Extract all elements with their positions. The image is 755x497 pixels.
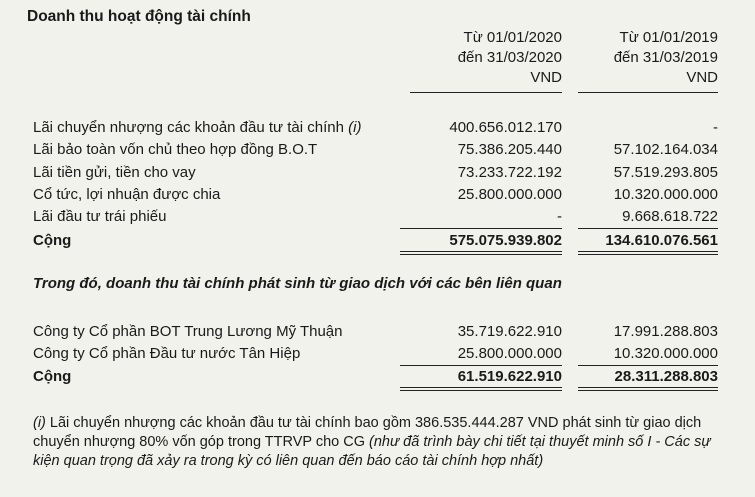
footnote-marker: (i) bbox=[33, 415, 46, 431]
table-cell-2019: 9.668.618.722 bbox=[622, 208, 718, 225]
total-label: Cộng bbox=[33, 368, 72, 385]
total-double-rule-2019 bbox=[578, 387, 718, 391]
total-2019: 134.610.076.561 bbox=[605, 232, 718, 249]
footnote bbox=[33, 414, 728, 471]
total-double-rule-2020 bbox=[400, 251, 562, 255]
table-row-label bbox=[33, 119, 361, 136]
table-cell-2019: 57.519.293.805 bbox=[613, 164, 718, 181]
table-cell-2019: 10.320.000.000 bbox=[613, 186, 718, 203]
total-double-rule-2019 bbox=[578, 251, 718, 255]
footnote-ref: (i) bbox=[348, 119, 362, 136]
footnote-text: Lãi chuyển nhượng các khoản đầu tư tài chính bao gồm 386.535.444.287 VND phát sinh từ giao dịch chuyển nhượng 80% vốn góp trong TTRVP cho CG bbox=[33, 415, 702, 450]
table-row-label: Lãi bảo toàn vốn chủ theo hợp đồng B.O.T bbox=[33, 141, 318, 158]
column-header-2020 bbox=[458, 28, 562, 88]
table-cell-2020: 73.233.722.192 bbox=[457, 164, 562, 181]
total-2020: 61.519.622.910 bbox=[457, 368, 562, 385]
header-rule-2020 bbox=[410, 92, 562, 93]
table-row-label: Cổ tức, lợi nhuận được chia bbox=[33, 186, 221, 203]
related-party-heading: Trong đó, doanh thu tài chính phát sinh từ giao dịch với các bên liên quan bbox=[33, 275, 562, 292]
row-label-text: Lãi chuyển nhượng các khoản đầu tư tài chính bbox=[33, 119, 344, 136]
table-cell-2019: 10.320.000.000 bbox=[613, 345, 718, 362]
column-2019-line2: đến 31/03/2019 bbox=[613, 49, 718, 66]
column-2020-line1: Từ 01/01/2020 bbox=[463, 29, 562, 46]
column-header-2019 bbox=[614, 28, 718, 88]
section-title: Doanh thu hoạt động tài chính bbox=[27, 8, 251, 25]
header-rule-2019 bbox=[578, 92, 718, 93]
column-2019-line1: Từ 01/01/2019 bbox=[619, 29, 718, 46]
subtotal-rule-2020 bbox=[400, 365, 562, 366]
table-row-label: Công ty Cổ phần BOT Trung Lương Mỹ Thuận bbox=[33, 323, 343, 340]
column-2019-unit: VND bbox=[686, 69, 718, 86]
column-2020-unit: VND bbox=[530, 69, 562, 86]
table-cell-2019: 17.991.288.803 bbox=[613, 323, 718, 340]
table-cell-2020: 400.656.012.170 bbox=[449, 119, 562, 136]
table-row-label: Lãi tiền gửi, tiền cho vay bbox=[33, 164, 196, 181]
total-label: Cộng bbox=[33, 232, 72, 249]
table-row-label: Lãi đầu tư trái phiếu bbox=[33, 208, 167, 225]
total-2019: 28.311.288.803 bbox=[614, 368, 718, 385]
table-cell-2020: - bbox=[557, 208, 562, 225]
table-cell-2020: 25.800.000.000 bbox=[457, 186, 562, 203]
table-row-label: Công ty Cổ phần Đầu tư nước Tân Hiệp bbox=[33, 345, 301, 362]
column-2020-line2: đến 31/03/2020 bbox=[457, 49, 562, 66]
table-cell-2020: 75.386.205.440 bbox=[457, 141, 562, 158]
total-2020: 575.075.939.802 bbox=[449, 232, 562, 249]
subtotal-rule-2020 bbox=[400, 228, 562, 229]
subtotal-rule-2019 bbox=[578, 228, 718, 229]
total-double-rule-2020 bbox=[400, 387, 562, 391]
table-cell-2020: 35.719.622.910 bbox=[457, 323, 562, 340]
table-cell-2019: 57.102.164.034 bbox=[613, 141, 718, 158]
table-cell-2019: - bbox=[713, 119, 718, 136]
footnote-italic-text: (như đã trình bày chi tiết tại thuyết minh số I - Các sự kiện quan trọng đã xảy ra trong kỳ có liên quan đến báo cáo tài chính hợp nhất) bbox=[33, 434, 711, 469]
table-cell-2020: 25.800.000.000 bbox=[457, 345, 562, 362]
subtotal-rule-2019 bbox=[578, 365, 718, 366]
